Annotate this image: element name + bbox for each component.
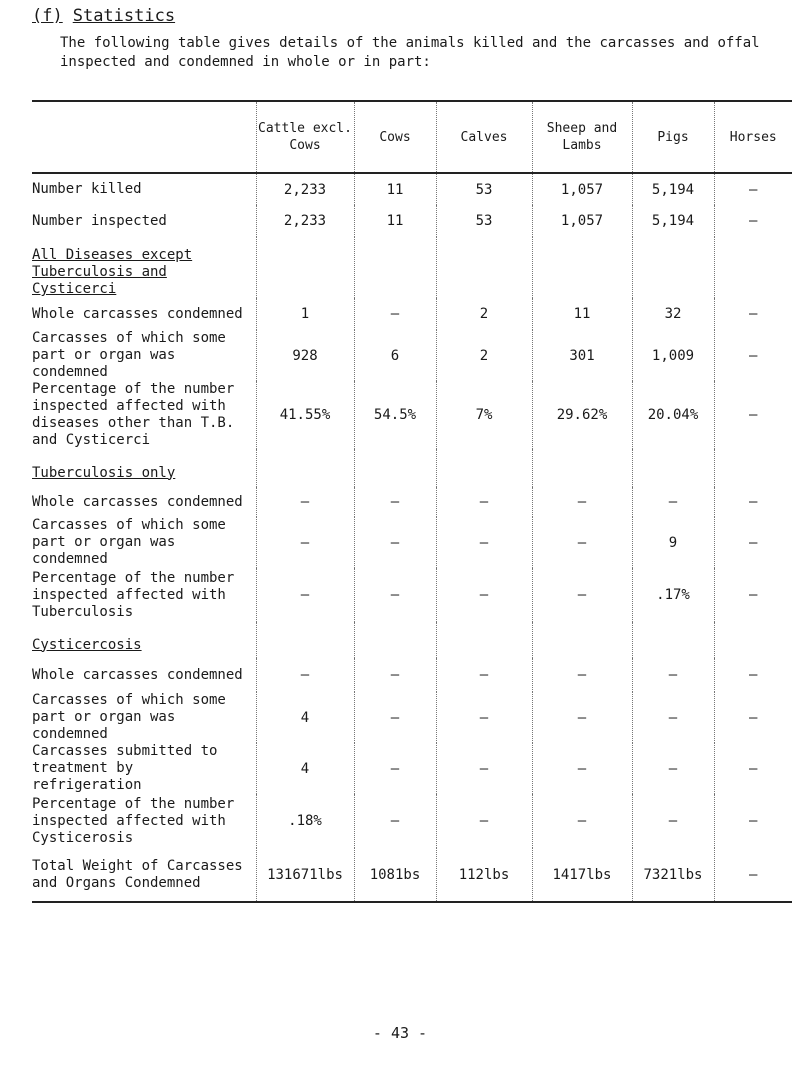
table-cell: –: [532, 487, 632, 517]
table-row: [32, 487, 792, 517]
table-cell: 5,194: [632, 173, 714, 205]
table-cell: –: [354, 568, 436, 622]
table-cell: –: [436, 658, 532, 692]
row-label: Whole carcasses condemned: [32, 666, 243, 683]
table-cell: –: [436, 794, 532, 848]
section-title: Statistics: [72, 6, 176, 26]
table-cell: 53: [436, 205, 532, 237]
table-cell: –: [632, 794, 714, 848]
table-cell: –: [436, 568, 532, 622]
table-cell: –: [532, 743, 632, 794]
table-cell: –: [714, 298, 792, 330]
table-cell: –: [436, 743, 532, 794]
table-cell: –: [632, 743, 714, 794]
table-cell: 9: [632, 517, 714, 568]
table-cell: 2,233: [256, 173, 354, 205]
table-cell: [354, 449, 436, 487]
table-cell: 131671lbs: [256, 848, 354, 902]
row-label: Percentage of the number inspected affected with Tuberculosis: [32, 569, 235, 620]
table-cell: [532, 622, 632, 658]
table-cell: 32: [632, 298, 714, 330]
table-cell: [256, 449, 354, 487]
section-label: Tuberculosis only: [32, 464, 176, 481]
table-cell: [436, 449, 532, 487]
table-cell: 1,009: [632, 330, 714, 381]
table-cell: [256, 622, 354, 658]
table-cell: –: [632, 658, 714, 692]
table-cell: –: [256, 517, 354, 568]
table-cell: –: [714, 794, 792, 848]
table-cell: –: [714, 173, 792, 205]
table-row: [32, 298, 792, 330]
table-cell: 11: [354, 205, 436, 237]
table-cell: –: [532, 794, 632, 848]
row-label: Carcasses submitted to treatment by refrigeration: [32, 743, 218, 793]
row-label: Total Weight of Carcasses and Organs Condemned: [32, 848, 256, 902]
table-cell: –: [714, 848, 792, 902]
table-cell: –: [632, 692, 714, 743]
table-cell: –: [256, 487, 354, 517]
table-cell: –: [532, 568, 632, 622]
table-cell: 4: [256, 743, 354, 794]
table-header-row: [32, 101, 792, 173]
intro-paragraph: The following table gives details of the animals killed and the carcasses and offal inspected and condemned in whole or in part:: [60, 35, 760, 70]
table-row: [32, 848, 792, 902]
table-cell: [632, 237, 714, 298]
table-cell: –: [714, 487, 792, 517]
row-label: Number inspected: [32, 212, 167, 229]
table-row: [32, 173, 792, 205]
table-cell: –: [714, 658, 792, 692]
column-header: Cows: [354, 101, 436, 173]
table-section-row: [32, 237, 792, 298]
table-cell: –: [256, 568, 354, 622]
row-label: Carcasses of which some part or organ was condemned: [32, 330, 226, 380]
table-cell: .17%: [632, 568, 714, 622]
table-cell: 29.62%: [532, 381, 632, 449]
table-row: [32, 794, 792, 848]
table-cell: 1,057: [532, 173, 632, 205]
table-cell: 1,057: [532, 205, 632, 237]
table-cell: –: [436, 517, 532, 568]
table-cell: –: [632, 487, 714, 517]
table-cell: –: [714, 205, 792, 237]
statistics-table: [32, 100, 792, 903]
table-cell: 7%: [436, 381, 532, 449]
column-header: Calves: [436, 101, 532, 173]
table-cell: 1: [256, 298, 354, 330]
table-row: [32, 517, 792, 568]
table-cell: –: [714, 330, 792, 381]
table-cell: 7321lbs: [632, 848, 714, 902]
table-cell: –: [354, 743, 436, 794]
table-cell: [256, 237, 354, 298]
table-cell: –: [354, 298, 436, 330]
table-cell: –: [714, 692, 792, 743]
table-row: [32, 205, 792, 237]
table-cell: –: [354, 658, 436, 692]
table-cell: 20.04%: [632, 381, 714, 449]
table-cell: –: [714, 517, 792, 568]
table-row: [32, 330, 792, 381]
table-cell: –: [532, 517, 632, 568]
table-cell: –: [714, 568, 792, 622]
table-cell: [714, 622, 792, 658]
row-label: Whole carcasses condemned: [32, 305, 243, 322]
table-row: [32, 381, 792, 449]
section-heading: [32, 6, 175, 26]
table-cell: 2,233: [256, 205, 354, 237]
row-label: Percentage of the number inspected affected with diseases other than T.B. and Cysticerci: [32, 381, 235, 448]
section-number: (f): [32, 6, 63, 26]
table-cell: 928: [256, 330, 354, 381]
table-cell: [632, 622, 714, 658]
table-cell: 54.5%: [354, 381, 436, 449]
table-cell: 1081bs: [354, 848, 436, 902]
table-cell: .18%: [256, 794, 354, 848]
row-label: Percentage of the number inspected affected with Cysticerosis: [32, 795, 235, 846]
table-cell: –: [714, 743, 792, 794]
header-label-column: [32, 101, 256, 173]
row-label: Carcasses of which some part or organ was condemned: [32, 517, 226, 567]
table-cell: –: [714, 381, 792, 449]
table-cell: –: [436, 692, 532, 743]
table-row: [32, 568, 792, 622]
table-cell: [354, 622, 436, 658]
table-cell: –: [354, 487, 436, 517]
table-cell: 11: [354, 173, 436, 205]
table-cell: [436, 237, 532, 298]
row-label: Carcasses of which some part or organ was condemned: [32, 692, 226, 742]
column-header: Cattle excl. Cows: [256, 101, 354, 173]
section-label: Cysticercosis: [32, 636, 142, 653]
table-cell: [436, 622, 532, 658]
table-cell: [714, 449, 792, 487]
table-section-row: [32, 622, 792, 658]
column-header: Pigs: [632, 101, 714, 173]
table-row: [32, 692, 792, 743]
table-cell: –: [354, 692, 436, 743]
table-cell: –: [354, 517, 436, 568]
section-label: All Diseases except Tuberculosis and Cysticerci: [32, 247, 193, 297]
table-cell: [532, 449, 632, 487]
table-cell: 2: [436, 298, 532, 330]
row-label: Whole carcasses condemned: [32, 493, 243, 510]
column-header: Sheep and Lambs: [532, 101, 632, 173]
table-cell: [632, 449, 714, 487]
table-cell: –: [532, 658, 632, 692]
table-cell: 301: [532, 330, 632, 381]
table-cell: [714, 237, 792, 298]
table-cell: –: [436, 487, 532, 517]
table-section-row: [32, 449, 792, 487]
table-cell: 6: [354, 330, 436, 381]
table-cell: –: [354, 794, 436, 848]
column-header: Horses: [714, 101, 792, 173]
page-number: - 43 -: [372, 1024, 428, 1042]
table-cell: 41.55%: [256, 381, 354, 449]
table-row: [32, 658, 792, 692]
table-cell: 1417lbs: [532, 848, 632, 902]
table-cell: –: [532, 692, 632, 743]
table-cell: 5,194: [632, 205, 714, 237]
table-cell: 2: [436, 330, 532, 381]
table-cell: 11: [532, 298, 632, 330]
table-cell: 4: [256, 692, 354, 743]
table-cell: –: [256, 658, 354, 692]
table-cell: 112lbs: [436, 848, 532, 902]
table-row: [32, 743, 792, 794]
table-cell: 53: [436, 173, 532, 205]
table-cell: [532, 237, 632, 298]
row-label: Number killed: [32, 181, 142, 197]
table-cell: [354, 237, 436, 298]
